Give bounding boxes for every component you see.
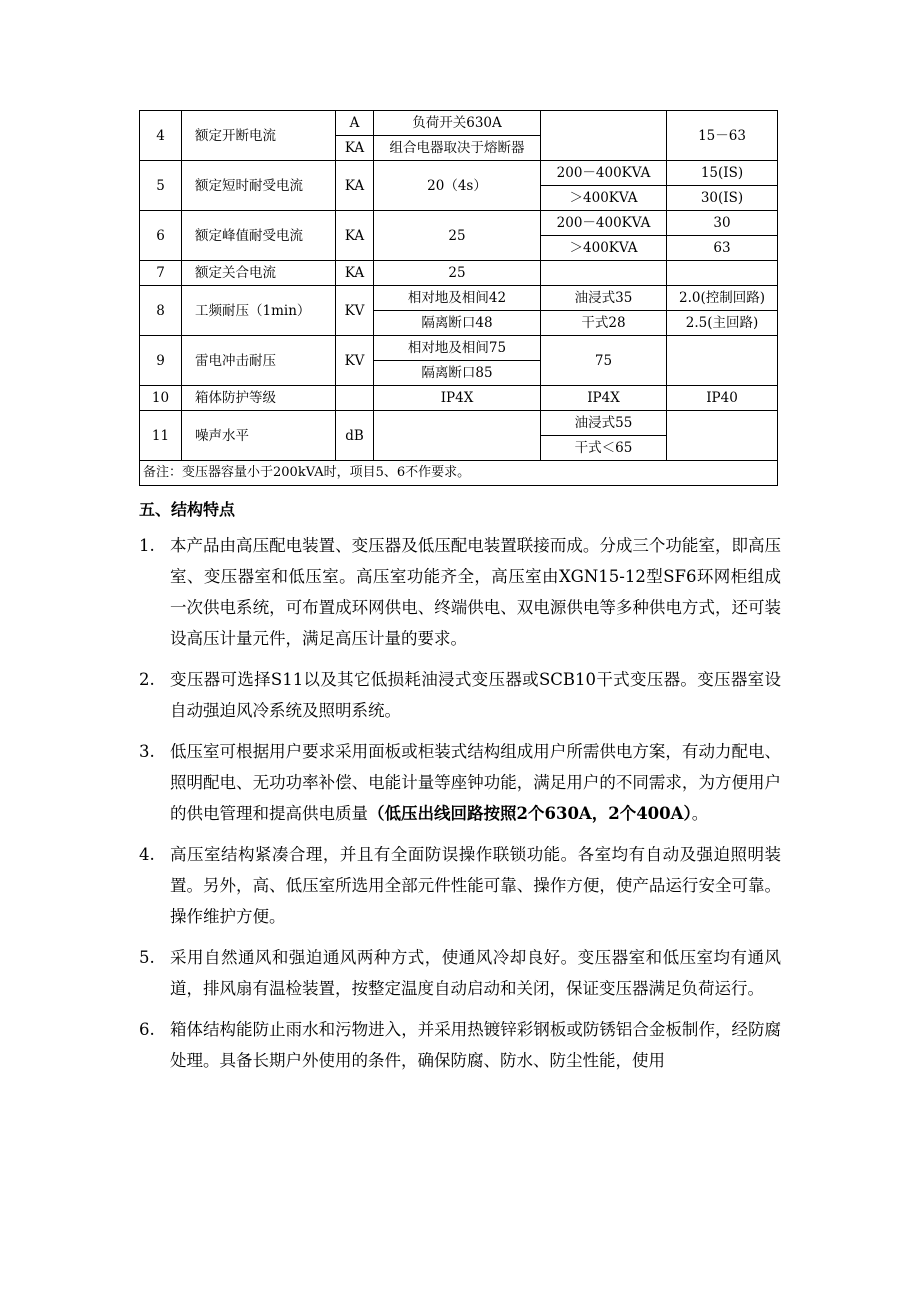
empty-cell — [336, 386, 374, 411]
value-cell: 隔离断口85 — [374, 361, 541, 386]
value-cell: 组合电器取决于熔断器 — [374, 136, 541, 161]
param-name: 额定短时耐受电流 — [182, 161, 336, 211]
unit-cell: KA — [336, 211, 374, 261]
value-cell: 相对地及相间42 — [374, 286, 541, 311]
spec-table — [139, 110, 778, 486]
value-cell: 30(IS) — [667, 186, 778, 211]
unit-cell: KA — [336, 136, 374, 161]
value-cell: 15(IS) — [667, 161, 778, 186]
table-row — [140, 161, 778, 186]
row-no: 9 — [140, 336, 182, 386]
param-name: 额定峰值耐受电流 — [182, 211, 336, 261]
empty-cell — [667, 261, 778, 286]
empty-cell — [541, 111, 667, 161]
item-number: 6. — [139, 1020, 155, 1039]
param-name: 噪声水平 — [182, 411, 336, 461]
value-cell: 隔离断口48 — [374, 311, 541, 336]
value-cell: ＞400KVA — [541, 186, 667, 211]
table-note-row — [140, 461, 778, 486]
value-cell: 25 — [374, 211, 541, 261]
value-cell: 干式＜65 — [541, 436, 667, 461]
param-name: 雷电冲击耐压 — [182, 336, 336, 386]
item-number: 5. — [139, 948, 155, 967]
row-no: 11 — [140, 411, 182, 461]
empty-cell — [667, 336, 778, 386]
value-cell: IP4X — [541, 386, 667, 411]
unit-cell: KA — [336, 261, 374, 286]
value-cell: 63 — [667, 236, 778, 261]
list-item — [139, 839, 781, 932]
item-text: 箱体结构能防止雨水和污物进入，并采用热镀锌彩钢板或防锈铝合金板制作，经防腐处理。具备长期户外使用的条件，确保防腐、防水、防尘性能，使用 — [170, 1020, 781, 1070]
list-item — [139, 530, 781, 654]
table-note: 备注：变压器容量小于200kVA时，项目5、6不作要求。 — [140, 461, 778, 486]
list-item — [139, 664, 781, 726]
item-text-tail: 。 — [691, 804, 709, 823]
table-row — [140, 386, 778, 411]
list-item — [139, 1014, 781, 1076]
param-name: 工频耐压（1min） — [182, 286, 336, 336]
table-row — [140, 336, 778, 361]
value-cell: 2.5(主回路) — [667, 311, 778, 336]
row-no: 10 — [140, 386, 182, 411]
table-row — [140, 211, 778, 236]
item-text: 低压室可根据用户要求采用面板或柜装式结构组成用户所需供电方案，有动力配电、照明配电、无功功率补偿、电能计量等座钟功能，满足用户的不同需求，为方便用户的供电管理和提高供电质量 — [170, 742, 781, 823]
row-no: 6 — [140, 211, 182, 261]
section-title: 五、结构特点 — [139, 500, 236, 519]
value-cell: IP4X — [374, 386, 541, 411]
value-cell: 2.0(控制回路) — [667, 286, 778, 311]
item-number: 3. — [139, 742, 155, 761]
value-cell: 油浸式35 — [541, 286, 667, 311]
value-cell: 200－400KVA — [541, 161, 667, 186]
row-no: 5 — [140, 161, 182, 211]
item-number: 2. — [139, 670, 155, 689]
unit-cell: A — [336, 111, 374, 136]
item-text: 本产品由高压配电装置、变压器及低压配电装置联接而成。分成三个功能室，即高压室、变压器室和低压室。高压室功能齐全，高压室由XGN15-12型SF6环网柜组成一次供电系统，可布置成环网供电、终端供电、双电源供电等多种供电方式，还可装设高压计量元件，满足高压计量的要求。 — [170, 536, 781, 648]
table-row — [140, 111, 778, 136]
empty-cell — [541, 261, 667, 286]
value-cell: 30 — [667, 211, 778, 236]
table-row — [140, 261, 778, 286]
item-number: 1. — [139, 536, 155, 555]
param-name: 额定关合电流 — [182, 261, 336, 286]
row-no: 7 — [140, 261, 182, 286]
item-number: 4. — [139, 845, 155, 864]
value-cell: ＞400KVA — [541, 236, 667, 261]
unit-cell: KV — [336, 286, 374, 336]
value-cell: 75 — [541, 336, 667, 386]
item-text: 采用自然通风和强迫通风两种方式，使通风冷却良好。变压器室和低压室均有通风道，排风扇有温检装置，按整定温度自动启动和关闭，保证变压器满足负荷运行。 — [170, 948, 781, 998]
value-cell: 200－400KVA — [541, 211, 667, 236]
unit-cell: dB — [336, 411, 374, 461]
item-text: 高压室结构紧凑合理，并且有全面防误操作联锁功能。各室均有自动及强迫照明装置。另外，高、低压室所选用全部元件性能可靠、操作方便，使产品运行安全可靠。操作维护方便。 — [170, 845, 781, 926]
value-cell: 15－63 — [667, 111, 778, 161]
item-bold-text: （低压出线回路按照2个630A，2个400A） — [368, 804, 692, 823]
value-cell: 相对地及相间75 — [374, 336, 541, 361]
unit-cell: KV — [336, 336, 374, 386]
value-cell: 干式28 — [541, 311, 667, 336]
list-item — [139, 736, 781, 829]
empty-cell — [667, 411, 778, 461]
value-cell: 25 — [374, 261, 541, 286]
empty-cell — [374, 411, 541, 461]
list-item — [139, 942, 781, 1004]
table-row — [140, 411, 778, 436]
param-name: 额定开断电流 — [182, 111, 336, 161]
param-name: 箱体防护等级 — [182, 386, 336, 411]
feature-list — [139, 530, 781, 1086]
value-cell: 油浸式55 — [541, 411, 667, 436]
value-cell: IP40 — [667, 386, 778, 411]
value-cell: 负荷开关630A — [374, 111, 541, 136]
unit-cell: KA — [336, 161, 374, 211]
value-cell: 20（4s） — [374, 161, 541, 211]
row-no: 8 — [140, 286, 182, 336]
row-no: 4 — [140, 111, 182, 161]
table-row — [140, 286, 778, 311]
item-text: 变压器可选择S11以及其它低损耗油浸式变压器或SCB10干式变压器。变压器室设自动强迫风冷系统及照明系统。 — [170, 670, 781, 720]
